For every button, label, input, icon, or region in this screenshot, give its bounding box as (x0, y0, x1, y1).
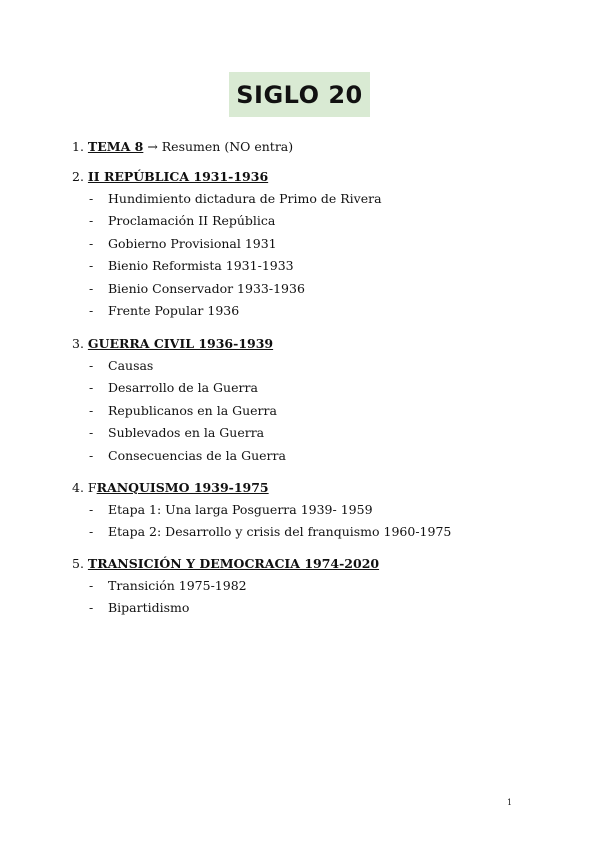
section-heading: 5. TRANSICIÓN Y DEMOCRACIA 1974-2020 (72, 556, 380, 571)
list-item: - Transición 1975-1982 (89, 578, 247, 593)
list-item: - Etapa 2: Desarrollo y crisis del franquismo 1960-1975 (89, 524, 452, 540)
section-heading: 1. TEMA 8 → Resumen (NO entra) (72, 139, 294, 154)
section-title: TRANSICIÓN Y DEMOCRACIA 1974-2020 (87, 556, 380, 571)
title-highlight (229, 72, 370, 117)
section-title: RANQUISMO 1939-1975 (96, 480, 269, 495)
section-heading: 4. FRANQUISMO 1939-1975 (72, 480, 269, 495)
topic-list (72, 355, 286, 467)
list-item: - Hundimiento dictadura de Primo de Rivera (89, 191, 382, 206)
section-4 (72, 477, 451, 544)
section-5 (72, 553, 379, 620)
section-title: TEMA 8 (87, 139, 144, 154)
page-title: SIGLO 20 (236, 80, 363, 109)
list-item: - Desarrollo de la Guerra (89, 380, 258, 396)
list-item: - Bienio Reformista 1931-1933 (89, 258, 294, 274)
topic-list (72, 499, 451, 544)
section-heading: 2. II REPÚBLICA 1931-1936 (72, 169, 269, 184)
section-title: GUERRA CIVIL 1936-1939 (87, 336, 274, 351)
list-item: - Frente Popular 1936 (89, 302, 240, 318)
page-number: 1 (507, 798, 513, 807)
topic-list (72, 188, 382, 322)
list-item: - Causas (89, 358, 154, 373)
list-item: - Consecuencias de la Guerra (89, 447, 286, 463)
list-item: - Bienio Conservador 1933-1936 (89, 280, 305, 296)
list-item: - Gobierno Provisional 1931 (89, 235, 277, 251)
section-3 (72, 333, 286, 467)
section-heading: 3. GUERRA CIVIL 1936-1939 (72, 336, 274, 351)
section-title: II REPÚBLICA 1931-1936 (87, 169, 269, 184)
list-item: - Sublevados en la Guerra (89, 425, 265, 441)
section-1 (72, 136, 293, 158)
list-item: - Proclamación II República (89, 213, 276, 229)
section-2 (72, 166, 382, 322)
topic-list (72, 575, 379, 620)
list-item: - Etapa 1: Una larga Posguerra 1939- 1959 (89, 502, 373, 517)
list-item: - Republicanos en la Guerra (89, 402, 277, 418)
list-item: - Bipartidismo (89, 600, 190, 616)
